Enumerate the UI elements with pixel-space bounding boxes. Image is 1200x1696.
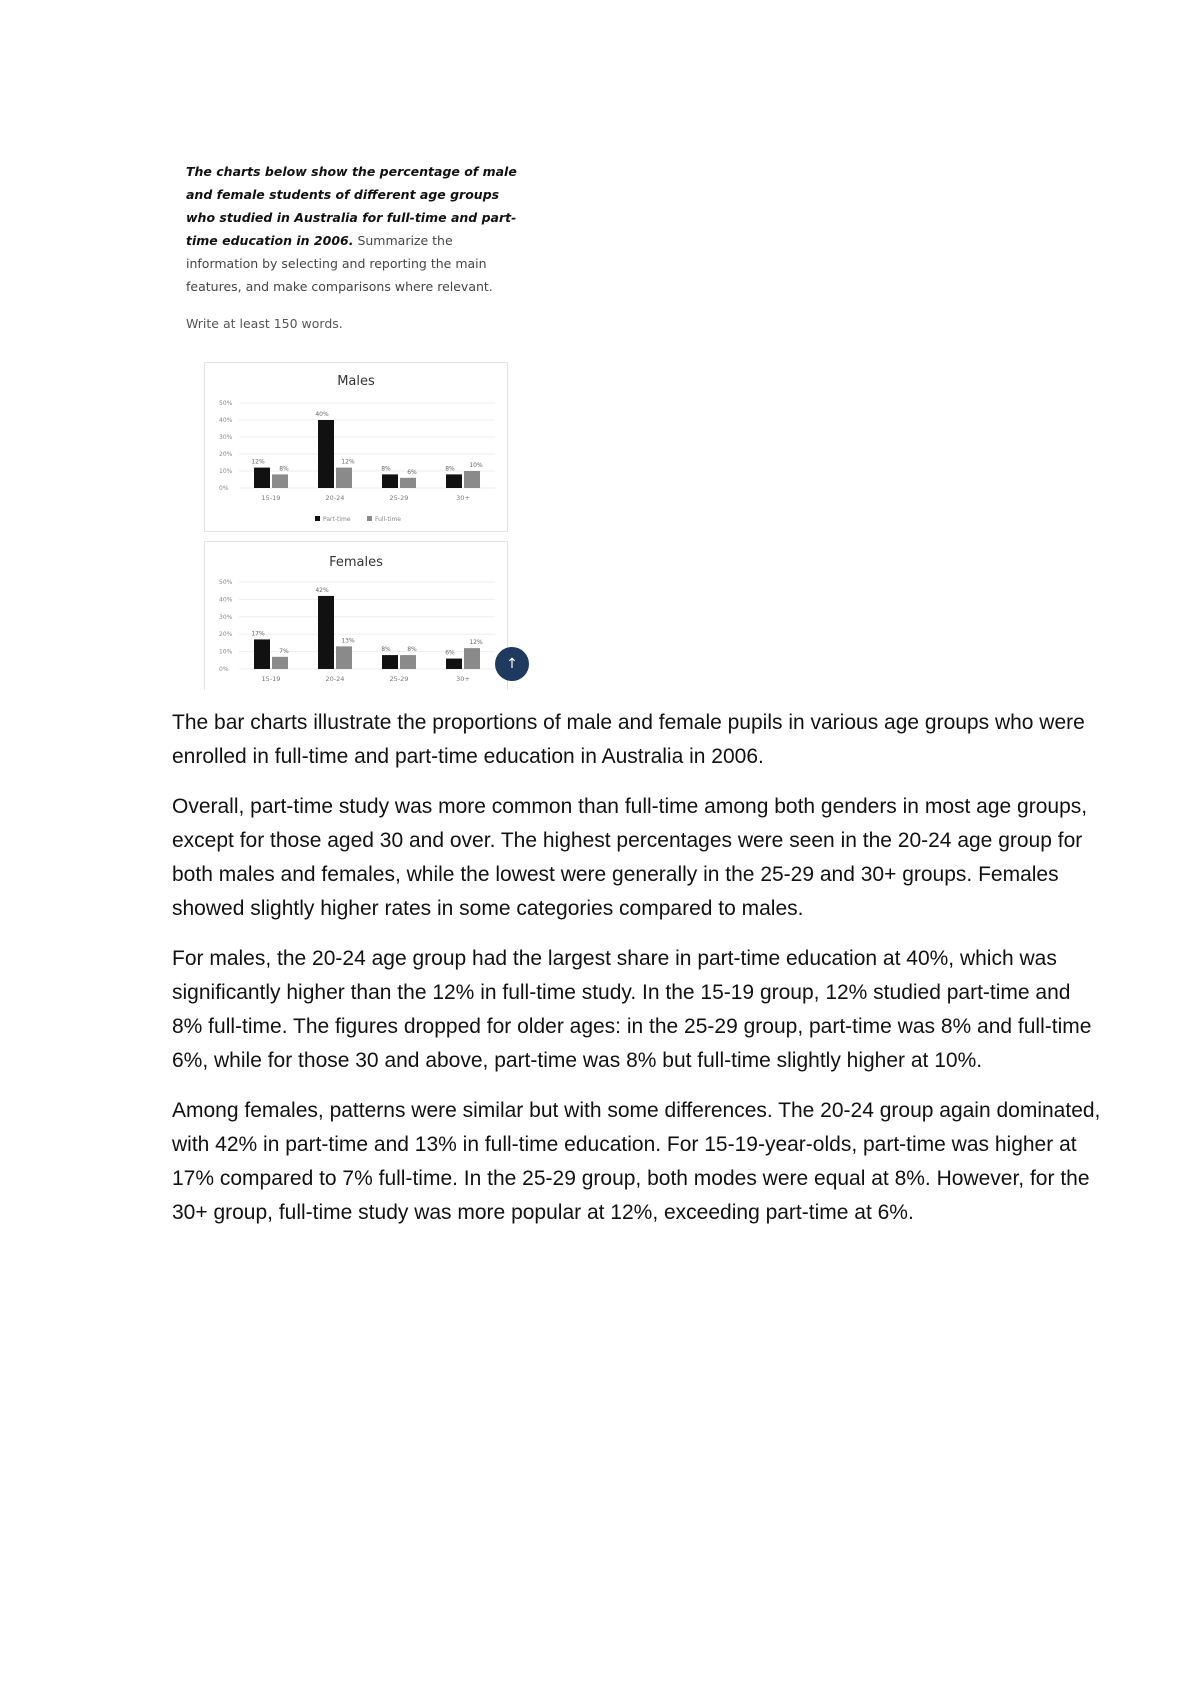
x-tick-label: 15-19 [261,675,281,683]
x-tick-label: 25-29 [389,675,409,683]
females-chart-svg [205,542,507,690]
data-label: 12% [341,458,355,466]
bar-full-time [400,478,416,488]
data-label: 8% [381,646,391,654]
data-label: 8% [445,465,455,473]
bar-part-time [254,468,270,488]
y-tick-label: 30% [219,434,233,441]
essay-paragraph: Among females, patterns were similar but with some differences. The 20-24 group again dominated, with 42% in part-time and 13% in full-time education. For 15-19-year-olds, part-time was higher at 17% compared to 7% full-time. In the 25-29 group, both modes were equal at 8%. However, for the 30+ group, full-time study was more popular at 12%, exceeding part-time at 6%. [172,1099,1101,1224]
prompt-normal-text: Summarize the information by selecting and reporting the main features, and make comparisons where relevant. [186,233,493,294]
y-tick-label: 0% [219,666,229,673]
bar-part-time [446,474,462,488]
males-chart-svg [205,363,507,531]
y-tick-label: 40% [219,596,233,604]
y-tick-label: 20% [219,451,233,458]
bar-full-time [336,646,352,669]
data-label: 6% [445,649,455,657]
data-label: 8% [407,646,417,654]
data-label: 8% [381,465,391,473]
x-tick-label: 20-24 [325,494,345,502]
data-label: 40% [315,411,329,418]
bar-full-time [272,474,288,488]
y-tick-label: 10% [219,468,233,475]
data-label: 12% [251,458,265,466]
bar-full-time [272,657,288,669]
y-tick-label: 10% [219,648,233,656]
essay-paragraph: For males, the 20-24 age group had the largest share in part-time education at 40%, which was significantly higher than the 12% in full-time study. In the 15-19 group, 12% studied part-time and 8% full-time. The figures dropped for older ages: in the 25-29 group, part-time was 8% and full-time 6%, while for those 30 and above, part-time was 8% but full-time slightly higher at 10%. [172,947,1092,1072]
y-tick-label: 20% [219,631,233,639]
bar-full-time [464,648,480,669]
task-prompt [186,160,526,335]
x-tick-label: 30+ [456,675,470,683]
bar-full-time [464,471,480,488]
data-label: 17% [251,630,265,638]
y-tick-label: 50% [219,579,233,586]
y-tick-label: 30% [219,613,233,621]
scroll-to-top-button[interactable] [495,647,529,681]
data-label: 13% [341,637,355,645]
data-label: 42% [315,586,329,594]
data-label: 8% [279,465,289,473]
prompt-bold-text: The charts below show the percentage of male and female students of different age groups who studied in Australia for full-time and part-time education in 2006. [186,164,517,248]
chart-title: Females [329,555,383,570]
y-tick-label: 50% [219,400,233,407]
arrow-up-icon: ↑ [506,656,518,672]
bar-part-time [254,639,270,669]
data-label: 10% [469,462,483,469]
legend-swatch-full-time [367,516,372,521]
y-tick-label: 0% [219,485,229,492]
data-label: 6% [407,468,417,476]
legend-label: Full-time [375,516,401,523]
females-chart [204,541,508,690]
legend-swatch-part-time [315,516,320,521]
bar-part-time [318,420,334,488]
essay [172,706,1102,1246]
bar-full-time [336,468,352,488]
x-tick-label: 25-29 [389,494,409,502]
x-tick-label: 20-24 [325,675,345,683]
males-chart [204,362,508,532]
x-tick-label: 30+ [456,494,470,502]
bar-part-time [382,655,398,669]
bar-part-time [318,596,334,669]
data-label: 12% [469,639,483,647]
data-label: 7% [279,647,289,655]
essay-paragraph: The bar charts illustrate the proportions of male and female pupils in various age groups who were enrolled in full-time and part-time education in Australia in 2006. [172,711,1085,768]
bar-part-time [446,659,462,669]
bar-full-time [400,655,416,669]
word-count-instruction: Write at least 150 words. [186,316,343,331]
legend-label: Part-time [323,516,351,523]
y-tick-label: 40% [219,417,233,424]
chart-title: Males [337,374,375,389]
x-tick-label: 15-19 [261,494,281,502]
bar-part-time [382,474,398,488]
essay-paragraph: Overall, part-time study was more common than full-time among both genders in most age groups, except for those aged 30 and over. The highest percentages were seen in the 20-24 age group for both males and females, while the lowest were generally in the 25-29 and 30+ groups. Females showed slightly higher rates in some categories compared to males. [172,795,1088,920]
